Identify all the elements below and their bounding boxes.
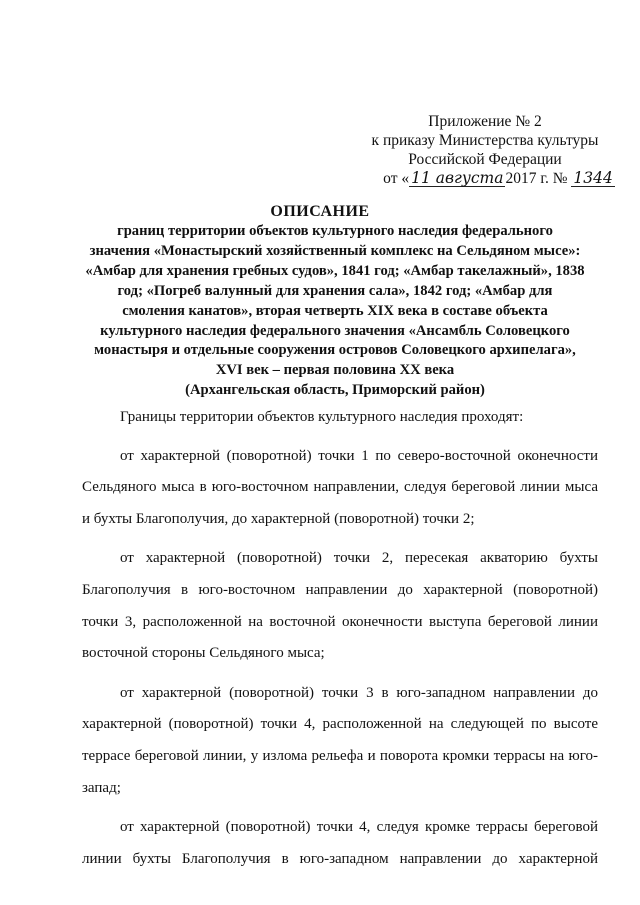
paragraph-point-4 [82, 812, 598, 875]
paragraph-line: запад; [82, 779, 121, 796]
paragraph-point-3 [82, 678, 598, 804]
document-title: ОПИСАНИЕ [270, 203, 370, 220]
paragraph-point-1 [82, 441, 598, 536]
appendix-order-reference: к приказу Министерства культуры [371, 132, 599, 149]
paragraph-line: Благополучия в юго-восточном направлении до характерной (поворотной) [82, 581, 598, 598]
paragraph-line: точки 3, расположенной на восточной оконечности выступа береговой линии [82, 613, 598, 630]
heading-line: границ территории объектов культурного наследия федерального [117, 223, 553, 239]
paragraph-line: и бухты Благополучия, до характерной (поворотной) точки 2; [82, 510, 475, 527]
document-heading [70, 222, 600, 401]
paragraph-line: от характерной (поворотной) точки 2, пересекая акваторию бухты [120, 550, 598, 567]
appendix-date-line [364, 169, 634, 188]
paragraph-point-2 [82, 543, 598, 669]
paragraph-line: характерной (поворотной) точки 4, расположенной на следующей по высоте [82, 716, 598, 733]
paragraph-line: от характерной (поворотной) точки 1 по северо-восточной оконечности [120, 447, 598, 464]
paragraph-line: линии бухты Благополучия в юго-западном направлении до характерной [82, 850, 598, 867]
heading-line: XVI век – первая половина XX века [215, 362, 455, 379]
paragraph-line: восточной стороны Сельдяного мыса; [82, 645, 325, 662]
heading-line: год; «Погреб валунный для хранения сала», 1842 год; «Амбар для [117, 282, 553, 299]
heading-line: «Амбар для хранения гребных судов», 1841 год; «Амбар такелажный», 1838 [85, 262, 585, 279]
paragraph-line: от характерной (поворотной) точки 4, следуя кромке террасы береговой [120, 819, 598, 836]
appendix-ministry: Российской Федерации [408, 151, 562, 168]
paragraph-intro [82, 402, 598, 434]
handwritten-date: 11 августа [411, 169, 504, 187]
paragraph-line: Сельдяного мыса в юго-восточном направлении, следуя береговой линии мыса [82, 479, 598, 496]
heading-line: (Архангельская область, Приморский район) [185, 382, 485, 399]
document-body [82, 402, 598, 883]
heading-line: значения «Монастырский хозяйственный комплекс на Сельдяном мысе»: [89, 242, 581, 259]
appendix-block [350, 112, 620, 188]
heading-line: смоления канатов», вторая четверть XIX века в составе объекта [122, 302, 548, 319]
handwritten-order-number: 1344 [573, 169, 613, 187]
date-prefix: от « [383, 170, 410, 187]
heading-line: монастыря и отдельные сооружения островов Соловецкого архипелага», [94, 342, 576, 359]
date-year: 2017 г. № [505, 170, 568, 187]
paragraph-line: террасе береговой линии, у излома рельефа и поворота кромки террасы на юго- [82, 747, 598, 764]
appendix-number: Приложение № 2 [428, 113, 542, 130]
paragraph-line: Границы территории объектов культурного наследия проходят: [120, 409, 524, 425]
paragraph-line: от характерной (поворотной) точки 3 в юго-западном направлении до [120, 684, 598, 701]
heading-line: культурного наследия федерального значения «Ансамбль Соловецкого [100, 322, 570, 339]
